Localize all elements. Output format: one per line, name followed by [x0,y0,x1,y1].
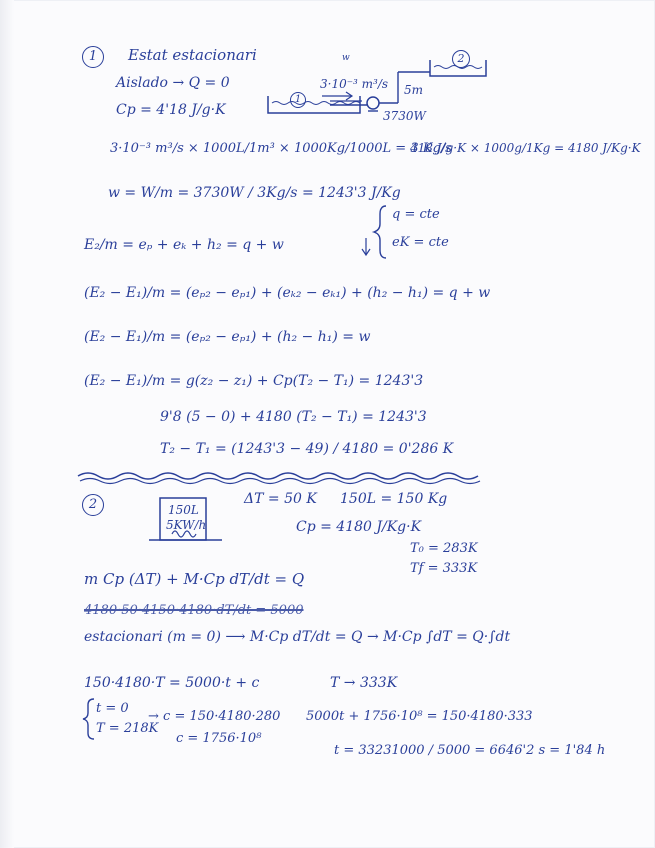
assumption-q-constant: q = cte [392,207,440,222]
problem-1-title: Estat estacionari [128,46,257,64]
cp-line: Cp = 4'18 J/g·K [116,102,226,118]
height-label: 5m [404,83,424,97]
mass-line: 150L = 150 Kg [340,491,448,507]
initial-condition-temp: T = 218K [96,721,159,736]
delta-t-line: ΔT = 50 K [244,491,317,507]
flow-rate-label: 3·10⁻³ m³/s [320,77,389,91]
assumption-ek-constant: eK = cte [392,235,449,250]
energy-equation-2: (E₂ − E₁)/m = (eₚ₂ − eₚ₁) + (eₖ₂ − eₖ₁) + (h₂ − h₁) = q + w [84,285,491,301]
tank-2-label: 2 [452,50,470,68]
target-temperature: T → 333K [330,675,398,691]
constant-value: c = 1756·10⁸ [176,731,262,746]
power-label: 3730W [383,109,426,123]
tank-volume-label: 150L [168,503,199,517]
integrated-equation: 150·4180·T = 5000·t + c [84,675,260,691]
problem-1-number: 1 [82,46,104,68]
struck-out-line: 4180·50·4150·4180·dT/dt = 5000 [84,603,304,618]
initial-condition-time: t = 0 [96,701,129,716]
energy-balance-equation: m Cp (ΔT) + M·Cp dT/dt = Q [84,570,305,588]
specific-work-equation: w = W/m = 3730W / 3Kg/s = 1243'3 J/Kg [108,185,401,201]
cp-line-2: Cp = 4180 J/Kg·K [296,519,422,535]
initial-temperature: T₀ = 283K [410,541,478,556]
final-temperature: Tf = 333K [410,561,478,576]
steady-state-equation: estacionari (m = 0) ⟶ M·Cp dT/dt = Q → M·Cp ∫dT = Q·∫dt [84,629,511,645]
conversion-mass-flow: 3·10⁻³ m³/s × 1000L/1m³ × 1000Kg/1000L = 3 Kg/s [110,141,452,156]
energy-equation-4: (E₂ − E₁)/m = g(z₂ − z₁) + Cp(T₂ − T₁) = 1243'3 [84,373,424,389]
constant-expression: → c = 150·4180·280 [148,709,281,724]
energy-equation-1: E₂/m = eₚ + eₖ + h₂ = q + w [84,237,284,253]
problem-2-number: 2 [82,494,104,516]
energy-equation-5: 9'8 (5 − 0) + 4180 (T₂ − T₁) = 1243'3 [160,409,427,425]
temperature-result: T₂ − T₁ = (1243'3 − 49) / 4180 = 0'286 K [160,441,454,457]
time-equation: 5000t + 1756·10⁸ = 150·4180·333 [306,709,533,724]
svg-text:w: w [342,53,350,63]
energy-equation-3: (E₂ − E₁)/m = (eₚ₂ − eₚ₁) + (h₂ − h₁) = w [84,329,371,345]
tank-1-label: 1 [290,92,306,108]
heater-power-label: 5KW/h [166,518,207,532]
conversion-cp: 418 J/g·K × 1000g/1Kg = 4180 J/Kg·K [410,141,641,155]
aislado-line: Aislado → Q = 0 [116,75,230,91]
time-result: t = 33231000 / 5000 = 6646'2 s = 1'84 h [334,743,606,758]
